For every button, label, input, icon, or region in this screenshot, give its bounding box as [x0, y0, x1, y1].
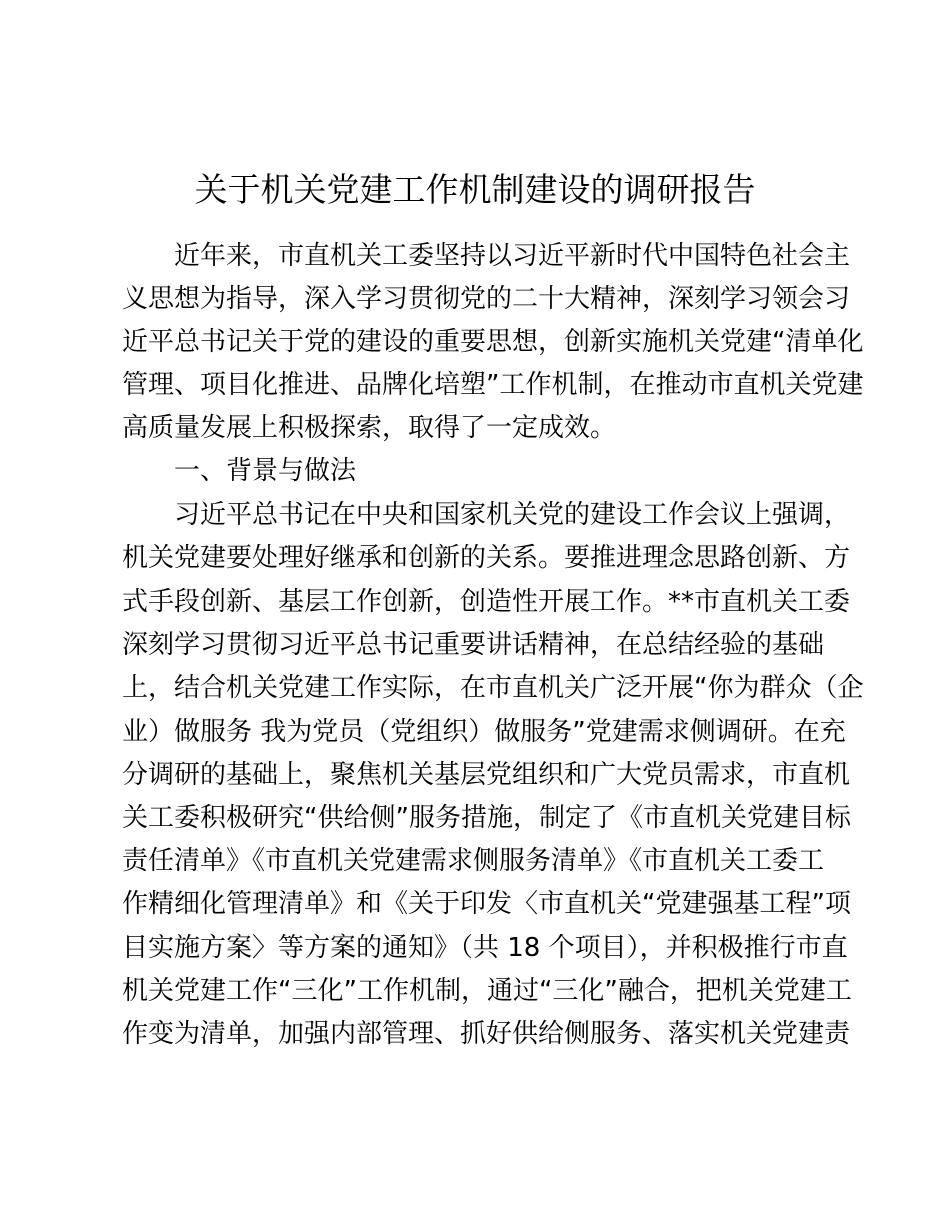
text-line: 高质量发展上积极探索，取得了一定成效。: [122, 413, 617, 443]
text-line: 机关党建工作“三化”工作机制，通过“三化”融合，把机关党建工: [122, 976, 852, 1006]
text-line: 机关党建要处理好继承和创新的关系。要推进理念思路创新、方: [122, 543, 851, 573]
text-line: 业）做服务 我为党员（党组织）做服务”党建需求侧调研。在充: [122, 717, 846, 747]
text-line: 目实施方案〉等方案的通知》（共 18 个项目），并积极推行市直: [122, 933, 848, 963]
text-line: 式手段创新、基层工作创新，创造性开展工作。**市直机关工委: [122, 587, 851, 617]
text-line: 作变为清单，加强内部管理、抓好供给侧服务、落实机关党建责: [122, 1019, 851, 1049]
text-line: 习近平总书记在中央和国家机关党的建设工作会议上强调，: [122, 500, 851, 530]
text-line: 深刻学习贯彻习近平总书记重要讲话精神，在总结经验的基础: [122, 630, 825, 660]
text-line: 近年来，市直机关工委坚持以习近平新时代中国特色社会主: [122, 241, 851, 271]
text-line: 近平总书记关于党的建设的重要思想，创新实施机关党建“清单化: [122, 327, 864, 357]
text-line: 关工委积极研究“供给侧”服务措施，制定了《市直机关党建目标: [122, 803, 851, 833]
text-line: 责任清单》《市直机关党建需求侧服务清单》《市直机关工委工: [122, 846, 825, 876]
text-line: 管理、项目化推进、品牌化培塑”工作机制，在推动市直机关党建: [122, 370, 864, 400]
document-title: 关于机关党建工作机制建设的调研报告: [194, 170, 756, 209]
text-line: 作精细化管理清单》和《关于印发〈市直机关“党建强基工程”项: [122, 889, 851, 919]
text-line: 义思想为指导，深入学习贯彻党的二十大精神，深刻学习领会习: [122, 284, 851, 314]
text-line: 分调研的基础上，聚焦机关基层党组织和广大党员需求，市直机: [122, 760, 851, 790]
text-line: 上，结合机关党建工作实际，在市直机关广泛开展“你为群众（企: [122, 673, 864, 703]
section-heading: 一、背景与做法: [122, 456, 357, 486]
